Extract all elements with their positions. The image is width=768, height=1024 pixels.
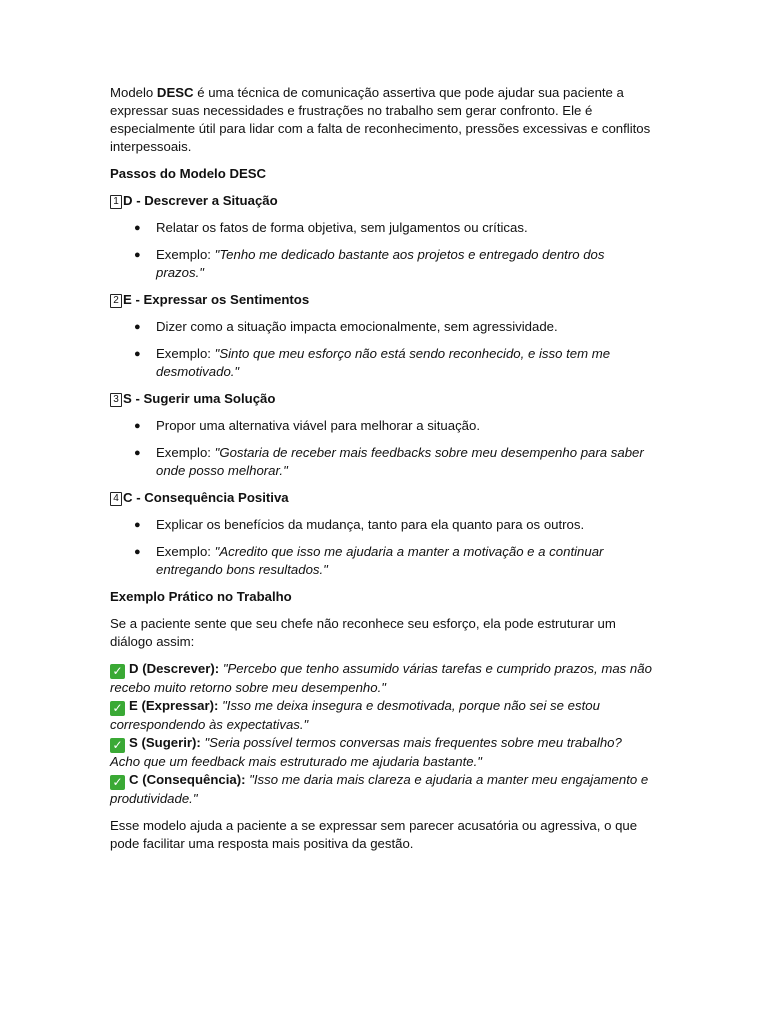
bullet-dot-icon: ●: [134, 249, 141, 261]
example-quote: "Tenho me dedicado bastante aos projetos e entregado dentro dos prazos.": [156, 247, 605, 280]
example-quote: "Gostaria de receber mais feedbacks sobre meu desempenho para saber onde posso melhorar.": [156, 445, 644, 478]
bullet-text: Exemplo:: [156, 346, 215, 361]
list-item: [110, 444, 655, 480]
step-bullet-list: [110, 318, 655, 381]
practical-heading: Exemplo Prático no Trabalho: [110, 589, 292, 604]
list-item: [110, 246, 655, 282]
step-title: C - Consequência Positiva: [123, 490, 289, 505]
bullet-text: Dizer como a situação impacta emocionalmente, sem agressividade.: [156, 319, 558, 334]
bullet-text: Explicar os benefícios da mudança, tanto para ela quanto para os outros.: [156, 517, 585, 532]
bullet-dot-icon: ●: [134, 348, 141, 360]
step-heading-e: [110, 291, 655, 309]
list-item: [110, 345, 655, 381]
practical-intro: Se a paciente sente que seu chefe não reconhece seu esforço, ela pode estruturar um diálogo assim:: [110, 616, 616, 649]
step-title: E - Expressar os Sentimentos: [123, 292, 310, 307]
intro-text-bold: DESC: [156, 85, 194, 100]
bullet-dot-icon: ●: [134, 447, 141, 459]
list-item: [110, 417, 655, 435]
bullet-dot-icon: ●: [134, 321, 141, 333]
dialogue-line: [110, 771, 655, 808]
dialogue-label: C (Consequência):: [129, 772, 246, 787]
dialogue-quote: "Isso me daria mais clareza e ajudaria a manter meu engajamento e produtividade.": [110, 772, 649, 806]
example-quote: "Acredito que isso me ajudaria a manter a motivação e a continuar entregando bons resultados.": [156, 544, 604, 577]
step-title: D - Descrever a Situação: [123, 193, 278, 208]
step-bullet-list: [110, 417, 655, 480]
bullet-text: Exemplo:: [156, 247, 215, 262]
keycap-number-icon: 1: [110, 195, 122, 209]
dialogue-label: E (Expressar):: [129, 698, 219, 713]
step-heading-s: [110, 390, 655, 408]
keycap-number-icon: 2: [110, 294, 122, 308]
keycap-number-icon: 3: [110, 393, 122, 407]
bullet-text: Relatar os fatos de forma objetiva, sem julgamentos ou críticas.: [156, 220, 528, 235]
step-bullet-list: [110, 516, 655, 579]
dialogue-line: [110, 697, 655, 734]
bullet-dot-icon: ●: [134, 546, 141, 558]
document-page: [110, 84, 655, 853]
intro-paragraph: [110, 84, 655, 156]
check-mark-button-icon: ✓: [110, 775, 125, 790]
example-quote: "Sinto que meu esforço não está sendo reconhecido, e isso tem me desmotivado.": [156, 346, 611, 379]
step-heading-c: [110, 489, 655, 507]
bullet-dot-icon: ●: [134, 420, 141, 432]
bullet-text: Exemplo:: [156, 445, 215, 460]
list-item: [110, 516, 655, 534]
bullet-dot-icon: ●: [134, 222, 141, 234]
bullet-text: Exemplo:: [156, 544, 215, 559]
closing-paragraph: Esse modelo ajuda a paciente a se expressar sem parecer acusatória ou agressiva, o que pode facilitar uma resposta mais positiva da gestão.: [110, 818, 638, 851]
step-heading-d: [110, 192, 655, 210]
list-item: [110, 219, 655, 237]
steps-heading: Passos do Modelo DESC: [110, 166, 267, 181]
dialogue-line: [110, 734, 655, 771]
intro-text-post: é uma técnica de comunicação assertiva que pode ajudar sua paciente a expressar suas necessidades e frustrações no trabalho sem gerar confronto. Ele é especialmente útil para lidar com a falta de reconhecimento, pressões excessivas e conflitos interpessoais.: [110, 85, 651, 154]
check-mark-button-icon: ✓: [110, 738, 125, 753]
bullet-dot-icon: ●: [134, 519, 141, 531]
keycap-number-icon: 4: [110, 492, 122, 506]
list-item: [110, 318, 655, 336]
dialogue-quote: "Percebo que tenho assumido várias tarefas e cumprido prazos, mas não recebo muito retorno sobre meu desempenho.": [110, 661, 652, 695]
check-mark-button-icon: ✓: [110, 664, 125, 679]
list-item: [110, 543, 655, 579]
intro-text-pre: Modelo: [110, 85, 157, 100]
dialogue-quote: "Seria possível termos conversas mais frequentes sobre meu trabalho? Acho que um feedback mais estruturado me ajudaria bastante.": [110, 735, 622, 769]
step-title: S - Sugerir uma Solução: [123, 391, 276, 406]
check-mark-button-icon: ✓: [110, 701, 125, 716]
dialogue-block: [110, 660, 655, 808]
dialogue-label: D (Descrever):: [129, 661, 220, 676]
dialogue-quote: "Isso me deixa insegura e desmotivada, porque não sei se estou correspondendo às expectativas.": [110, 698, 600, 732]
step-bullet-list: [110, 219, 655, 282]
dialogue-label: S (Sugerir):: [129, 735, 201, 750]
dialogue-line: [110, 660, 655, 697]
bullet-text: Propor uma alternativa viável para melhorar a situação.: [156, 418, 480, 433]
